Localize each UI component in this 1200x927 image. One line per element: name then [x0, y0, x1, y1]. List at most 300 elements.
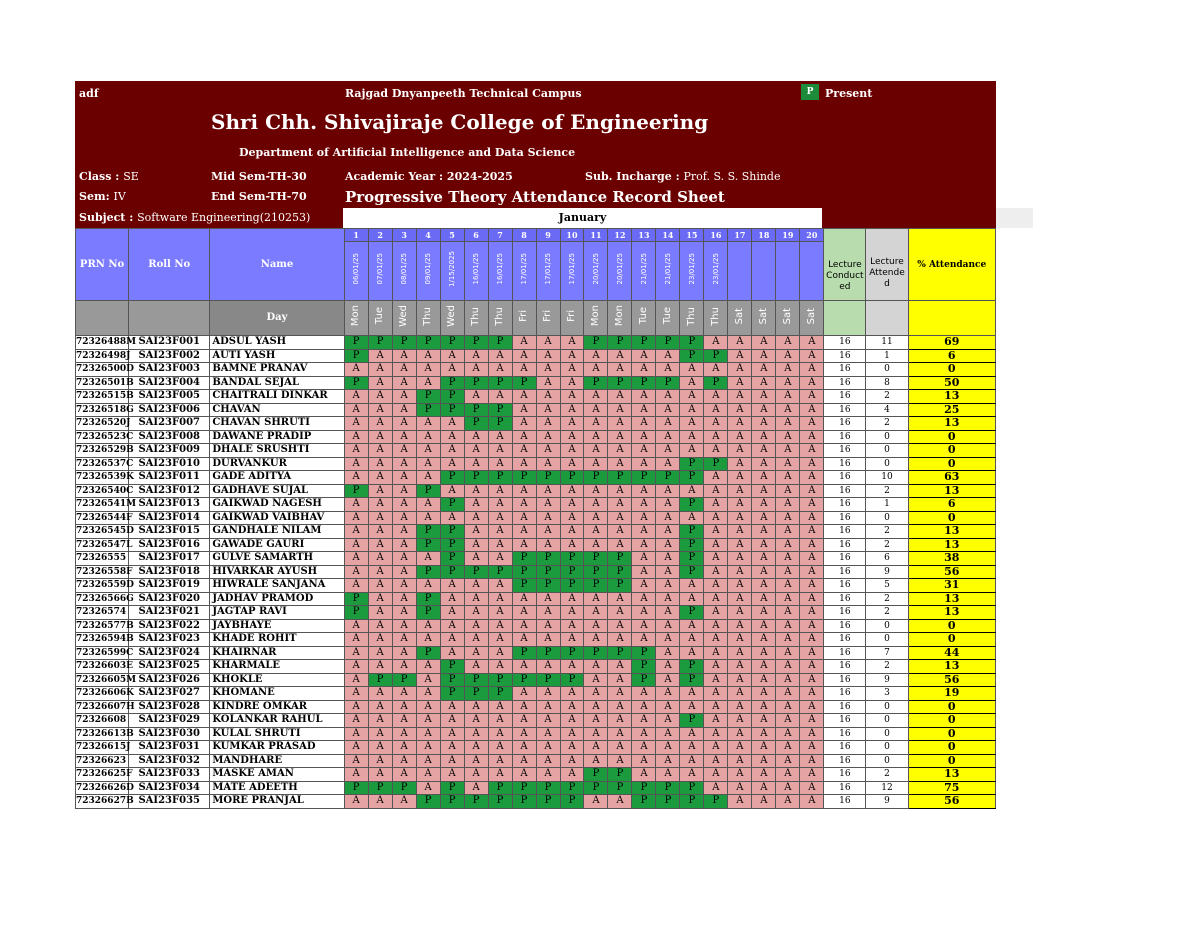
class-info: Class : SE	[79, 170, 139, 183]
attendance-absent: A	[704, 606, 728, 620]
lecture-date-text: 20/01/25	[615, 253, 624, 285]
attendance-absent: A	[440, 457, 464, 471]
lectures-attended: 2	[866, 390, 908, 404]
attendance-absent: A	[776, 525, 800, 539]
attendance-absent: A	[488, 498, 512, 512]
attendance-absent: A	[752, 538, 776, 552]
lectures-conducted: 16	[824, 673, 866, 687]
student-prn: 72326625F	[76, 769, 133, 780]
lectures-conducted: 16	[824, 633, 866, 647]
attendance-present: P	[416, 795, 440, 809]
attendance-percent: 50	[908, 376, 995, 390]
attendance-absent: A	[608, 754, 632, 768]
lectures-conducted: 16	[824, 700, 866, 714]
lectures-attended: 9	[866, 795, 908, 809]
lectures-conducted: 16	[824, 349, 866, 363]
student-name: GULVE SAMARTH	[210, 552, 344, 566]
attendance-percent: 0	[908, 619, 995, 633]
attendance-absent: A	[752, 336, 776, 350]
attendance-absent: A	[728, 660, 752, 674]
attendance-absent: A	[584, 592, 608, 606]
attendance-absent: A	[536, 525, 560, 539]
attendance-absent: A	[344, 363, 368, 377]
attendance-absent: A	[584, 390, 608, 404]
student-prn: 72326498J	[76, 350, 131, 361]
attendance-absent: A	[536, 592, 560, 606]
attendance-absent: A	[344, 538, 368, 552]
attendance-absent: A	[392, 633, 416, 647]
attendance-present: P	[440, 538, 464, 552]
attendance-absent: A	[392, 457, 416, 471]
attendance-present: P	[560, 795, 584, 809]
attendance-absent: A	[512, 727, 536, 741]
lecture-day-text: Sat	[733, 307, 745, 325]
lecture-date	[680, 242, 704, 301]
attendance-present: P	[608, 646, 632, 660]
attendance-absent: A	[440, 646, 464, 660]
attendance-absent: A	[752, 484, 776, 498]
attendance-absent: A	[560, 417, 584, 431]
student-roll: SAI23F008	[129, 430, 210, 444]
lectures-attended: 2	[866, 538, 908, 552]
student-row	[76, 376, 996, 390]
attendance-absent: A	[752, 700, 776, 714]
lecture-day	[488, 301, 512, 336]
attendance-absent: A	[800, 363, 824, 377]
attendance-present: P	[608, 579, 632, 593]
attendance-absent: A	[488, 538, 512, 552]
attendance-absent: A	[440, 700, 464, 714]
attendance-absent: A	[656, 498, 680, 512]
attendance-absent: A	[584, 741, 608, 755]
attendance-absent: A	[512, 538, 536, 552]
lectures-conducted: 16	[824, 390, 866, 404]
attendance-absent: A	[512, 403, 536, 417]
attendance-absent: A	[776, 687, 800, 701]
attendance-absent: A	[776, 430, 800, 444]
attendance-absent: A	[512, 700, 536, 714]
attendance-table	[75, 228, 996, 809]
sub-incharge: Sub. Incharge : Prof. S. S. Shinde	[585, 170, 781, 183]
attendance-absent: A	[584, 484, 608, 498]
lectures-conducted: 16	[824, 376, 866, 390]
student-prn: 72326608	[76, 714, 129, 728]
student-roll: SAI23F016	[129, 538, 210, 552]
lectures-conducted: 16	[824, 646, 866, 660]
lecture-date-text: 17/01/25	[567, 253, 576, 285]
attendance-present: P	[488, 795, 512, 809]
attendance-absent: A	[680, 741, 704, 755]
attendance-absent: A	[536, 538, 560, 552]
attendance-present: P	[488, 673, 512, 687]
student-name: JADHAV PRAMOD	[210, 592, 344, 606]
lectures-conducted: 16	[824, 403, 866, 417]
col-header-roll: Roll No	[129, 229, 210, 301]
lectures-attended: 8	[866, 376, 908, 390]
student-row	[76, 795, 996, 809]
student-prn: 72326555	[76, 552, 129, 566]
attendance-absent: A	[728, 727, 752, 741]
attendance-present: P	[680, 538, 704, 552]
attendance-absent: A	[368, 619, 392, 633]
attendance-absent: A	[368, 552, 392, 566]
attendance-absent: A	[776, 376, 800, 390]
attendance-absent: A	[512, 498, 536, 512]
attendance-present: P	[680, 498, 704, 512]
lecture-day	[560, 301, 584, 336]
attendance-absent: A	[344, 700, 368, 714]
lectures-conducted: 16	[824, 525, 866, 539]
sem-info: Sem: IV	[79, 190, 126, 203]
attendance-present: P	[584, 646, 608, 660]
attendance-absent: A	[368, 444, 392, 458]
day-blank-attended	[866, 301, 908, 336]
attendance-absent: A	[392, 363, 416, 377]
student-name: GAIKWAD VAIBHAV	[210, 511, 344, 525]
attendance-absent: A	[560, 498, 584, 512]
attendance-absent: A	[704, 363, 728, 377]
attendance-absent: A	[704, 565, 728, 579]
attendance-absent: A	[776, 511, 800, 525]
attendance-present: P	[560, 673, 584, 687]
lecture-day-text: Mon	[613, 305, 625, 327]
lecture-date-text: 16/01/25	[496, 253, 505, 285]
lectures-attended: 0	[866, 511, 908, 525]
attendance-absent: A	[560, 700, 584, 714]
attendance-absent: A	[344, 471, 368, 485]
lecture-day-text: Fri	[542, 310, 553, 322]
attendance-absent: A	[536, 619, 560, 633]
attendance-present: P	[512, 795, 536, 809]
attendance-absent: A	[392, 349, 416, 363]
attendance-absent: A	[416, 349, 440, 363]
attendance-absent: A	[752, 727, 776, 741]
attendance-absent: A	[392, 498, 416, 512]
lecture-date-text: 08/01/25	[400, 253, 409, 285]
lectures-attended: 0	[866, 619, 908, 633]
attendance-absent: A	[632, 444, 656, 458]
attendance-absent: A	[680, 417, 704, 431]
attendance-absent: A	[656, 741, 680, 755]
attendance-absent: A	[368, 484, 392, 498]
attendance-present: P	[536, 781, 560, 795]
attendance-absent: A	[440, 768, 464, 782]
attendance-absent: A	[608, 741, 632, 755]
attendance-absent: A	[392, 727, 416, 741]
attendance-absent: A	[416, 781, 440, 795]
lectures-attended: 2	[866, 525, 908, 539]
attendance-absent: A	[800, 795, 824, 809]
attendance-absent: A	[536, 727, 560, 741]
attendance-absent: A	[728, 457, 752, 471]
attendance-absent: A	[392, 417, 416, 431]
attendance-absent: A	[800, 430, 824, 444]
student-roll: SAI23F024	[129, 646, 210, 660]
lecture-date	[632, 242, 656, 301]
lecture-number: 16	[704, 229, 728, 242]
student-row	[76, 592, 996, 606]
attendance-absent: A	[512, 741, 536, 755]
attendance-absent: A	[488, 660, 512, 674]
attendance-absent: A	[584, 457, 608, 471]
attendance-present: P	[656, 336, 680, 350]
lecture-day	[464, 301, 488, 336]
lecture-date-text: 21/01/25	[663, 253, 672, 285]
attendance-absent: A	[392, 538, 416, 552]
lecture-number: 15	[680, 229, 704, 242]
student-prn: 72326488M	[76, 337, 137, 348]
lectures-attended: 0	[866, 754, 908, 768]
student-row	[76, 457, 996, 471]
student-prn: 72326539K	[76, 472, 134, 483]
lectures-conducted: 16	[824, 741, 866, 755]
student-row	[76, 511, 996, 525]
attendance-absent: A	[560, 403, 584, 417]
attendance-absent: A	[608, 498, 632, 512]
attendance-present: P	[680, 552, 704, 566]
attendance-absent: A	[536, 660, 560, 674]
attendance-absent: A	[488, 457, 512, 471]
attendance-absent: A	[368, 430, 392, 444]
attendance-absent: A	[512, 511, 536, 525]
attendance-absent: A	[488, 552, 512, 566]
attendance-absent: A	[368, 457, 392, 471]
attendance-absent: A	[584, 444, 608, 458]
attendance-absent: A	[584, 727, 608, 741]
attendance-absent: A	[560, 768, 584, 782]
attendance-absent: A	[512, 349, 536, 363]
lecture-number: 17	[728, 229, 752, 242]
attendance-absent: A	[416, 417, 440, 431]
attendance-absent: A	[752, 457, 776, 471]
lecture-date	[728, 242, 752, 301]
attendance-present: P	[680, 336, 704, 350]
student-name: DAWANE PRADIP	[210, 430, 344, 444]
attendance-absent: A	[416, 700, 440, 714]
student-name: MASKE AMAN	[210, 768, 344, 782]
month-label: January	[343, 208, 822, 228]
attendance-absent: A	[752, 592, 776, 606]
attendance-present: P	[416, 525, 440, 539]
lectures-conducted: 16	[824, 754, 866, 768]
attendance-absent: A	[416, 673, 440, 687]
lecture-day-text: Tue	[374, 307, 386, 325]
student-row	[76, 700, 996, 714]
attendance-present: P	[584, 471, 608, 485]
student-roll: SAI23F010	[129, 457, 210, 471]
lecture-date	[656, 242, 680, 301]
attendance-absent: A	[536, 768, 560, 782]
lectures-attended: 12	[866, 781, 908, 795]
attendance-absent: A	[512, 363, 536, 377]
attendance-absent: A	[800, 579, 824, 593]
lecture-day-text: Sat	[781, 307, 793, 325]
attendance-absent: A	[344, 687, 368, 701]
lecture-number: 4	[416, 229, 440, 242]
lecture-date	[368, 242, 392, 301]
attendance-absent: A	[800, 714, 824, 728]
attendance-absent: A	[752, 633, 776, 647]
attendance-absent: A	[632, 363, 656, 377]
attendance-absent: A	[728, 619, 752, 633]
lectures-attended: 5	[866, 579, 908, 593]
attendance-absent: A	[608, 606, 632, 620]
attendance-absent: A	[656, 565, 680, 579]
attendance-absent: A	[656, 430, 680, 444]
attendance-present: P	[608, 565, 632, 579]
student-name: KULAL SHRUTI	[210, 727, 344, 741]
student-roll: SAI23F029	[129, 714, 210, 728]
lecture-date	[776, 242, 800, 301]
attendance-absent: A	[536, 606, 560, 620]
attendance-absent: A	[800, 390, 824, 404]
attendance-absent: A	[728, 741, 752, 755]
student-row	[76, 606, 996, 620]
attendance-present: P	[392, 336, 416, 350]
student-roll: SAI23F033	[129, 768, 210, 782]
lectures-conducted: 16	[824, 511, 866, 525]
attendance-absent: A	[392, 646, 416, 660]
lecture-number: 7	[488, 229, 512, 242]
lecture-day	[440, 301, 464, 336]
attendance-present: P	[656, 471, 680, 485]
lectures-attended: 0	[866, 714, 908, 728]
attendance-present: P	[536, 646, 560, 660]
student-name: KHARMALE	[210, 660, 344, 674]
attendance-present: P	[584, 781, 608, 795]
attendance-absent: A	[560, 687, 584, 701]
attendance-absent: A	[536, 633, 560, 647]
attendance-percent: 0	[908, 714, 995, 728]
attendance-percent: 13	[908, 417, 995, 431]
attendance-absent: A	[608, 484, 632, 498]
attendance-present: P	[584, 768, 608, 782]
lectures-conducted: 16	[824, 484, 866, 498]
attendance-absent: A	[488, 525, 512, 539]
attendance-percent: 13	[908, 606, 995, 620]
attendance-absent: A	[632, 727, 656, 741]
attendance-absent: A	[632, 592, 656, 606]
attendance-present: P	[704, 349, 728, 363]
attendance-absent: A	[776, 646, 800, 660]
day-blank-roll	[129, 301, 210, 336]
attendance-present: P	[536, 565, 560, 579]
lecture-day-text: Thu	[709, 306, 721, 326]
attendance-present: P	[464, 376, 488, 390]
attendance-absent: A	[512, 430, 536, 444]
lecture-day	[536, 301, 560, 336]
attendance-present: P	[608, 552, 632, 566]
attendance-present: P	[704, 376, 728, 390]
student-row	[76, 673, 996, 687]
attendance-absent: A	[800, 525, 824, 539]
col-header-conducted: Lecture Conduct ed	[824, 229, 866, 301]
lecture-day	[512, 301, 536, 336]
attendance-absent: A	[800, 552, 824, 566]
attendance-absent: A	[584, 606, 608, 620]
attendance-absent: A	[632, 633, 656, 647]
student-name: MATE ADEETH	[210, 781, 344, 795]
attendance-percent: 6	[908, 498, 995, 512]
lecture-number: 14	[656, 229, 680, 242]
attendance-present: P	[512, 565, 536, 579]
attendance-absent: A	[776, 538, 800, 552]
lectures-conducted: 16	[824, 538, 866, 552]
student-roll: SAI23F002	[129, 349, 210, 363]
attendance-absent: A	[728, 768, 752, 782]
lecture-date-text: 07/01/25	[376, 253, 385, 285]
attendance-absent: A	[632, 484, 656, 498]
attendance-present: P	[632, 795, 656, 809]
attendance-absent: A	[560, 727, 584, 741]
attendance-present: P	[680, 457, 704, 471]
attendance-absent: A	[704, 687, 728, 701]
student-prn: 72326545D	[76, 526, 134, 537]
student-row	[76, 525, 996, 539]
student-roll: SAI23F027	[129, 687, 210, 701]
attendance-absent: A	[560, 633, 584, 647]
student-row	[76, 660, 996, 674]
attendance-absent: A	[800, 781, 824, 795]
attendance-present: P	[512, 673, 536, 687]
attendance-absent: A	[776, 768, 800, 782]
attendance-absent: A	[560, 525, 584, 539]
attendance-present: P	[584, 552, 608, 566]
attendance-present: P	[440, 795, 464, 809]
attendance-absent: A	[392, 511, 416, 525]
student-name: JAYBHAYE	[210, 619, 344, 633]
attendance-absent: A	[800, 727, 824, 741]
attendance-absent: A	[584, 633, 608, 647]
attendance-present: P	[344, 606, 368, 620]
attendance-absent: A	[728, 700, 752, 714]
attendance-absent: A	[584, 687, 608, 701]
attendance-absent: A	[704, 484, 728, 498]
attendance-present: P	[680, 525, 704, 539]
student-row	[76, 619, 996, 633]
attendance-absent: A	[800, 660, 824, 674]
attendance-absent: A	[680, 376, 704, 390]
present-marker: P	[801, 84, 819, 100]
attendance-absent: A	[488, 363, 512, 377]
attendance-absent: A	[464, 457, 488, 471]
attendance-present: P	[584, 376, 608, 390]
attendance-absent: A	[608, 538, 632, 552]
lecture-day-text: Sat	[805, 307, 817, 325]
attendance-absent: A	[680, 754, 704, 768]
attendance-absent: A	[488, 633, 512, 647]
attendance-present: P	[680, 606, 704, 620]
attendance-absent: A	[752, 390, 776, 404]
attendance-absent: A	[536, 457, 560, 471]
attendance-present: P	[680, 714, 704, 728]
attendance-present: P	[464, 417, 488, 431]
student-roll: SAI23F015	[129, 525, 210, 539]
attendance-absent: A	[632, 430, 656, 444]
attendance-absent: A	[440, 633, 464, 647]
attendance-absent: A	[416, 457, 440, 471]
attendance-absent: A	[728, 390, 752, 404]
attendance-absent: A	[368, 511, 392, 525]
student-roll: SAI23F035	[129, 795, 210, 809]
lectures-attended: 0	[866, 633, 908, 647]
attendance-absent: A	[752, 619, 776, 633]
attendance-absent: A	[800, 403, 824, 417]
present-label: Present	[825, 87, 873, 100]
lecture-number: 1	[344, 229, 368, 242]
attendance-absent: A	[728, 498, 752, 512]
attendance-absent: A	[680, 700, 704, 714]
